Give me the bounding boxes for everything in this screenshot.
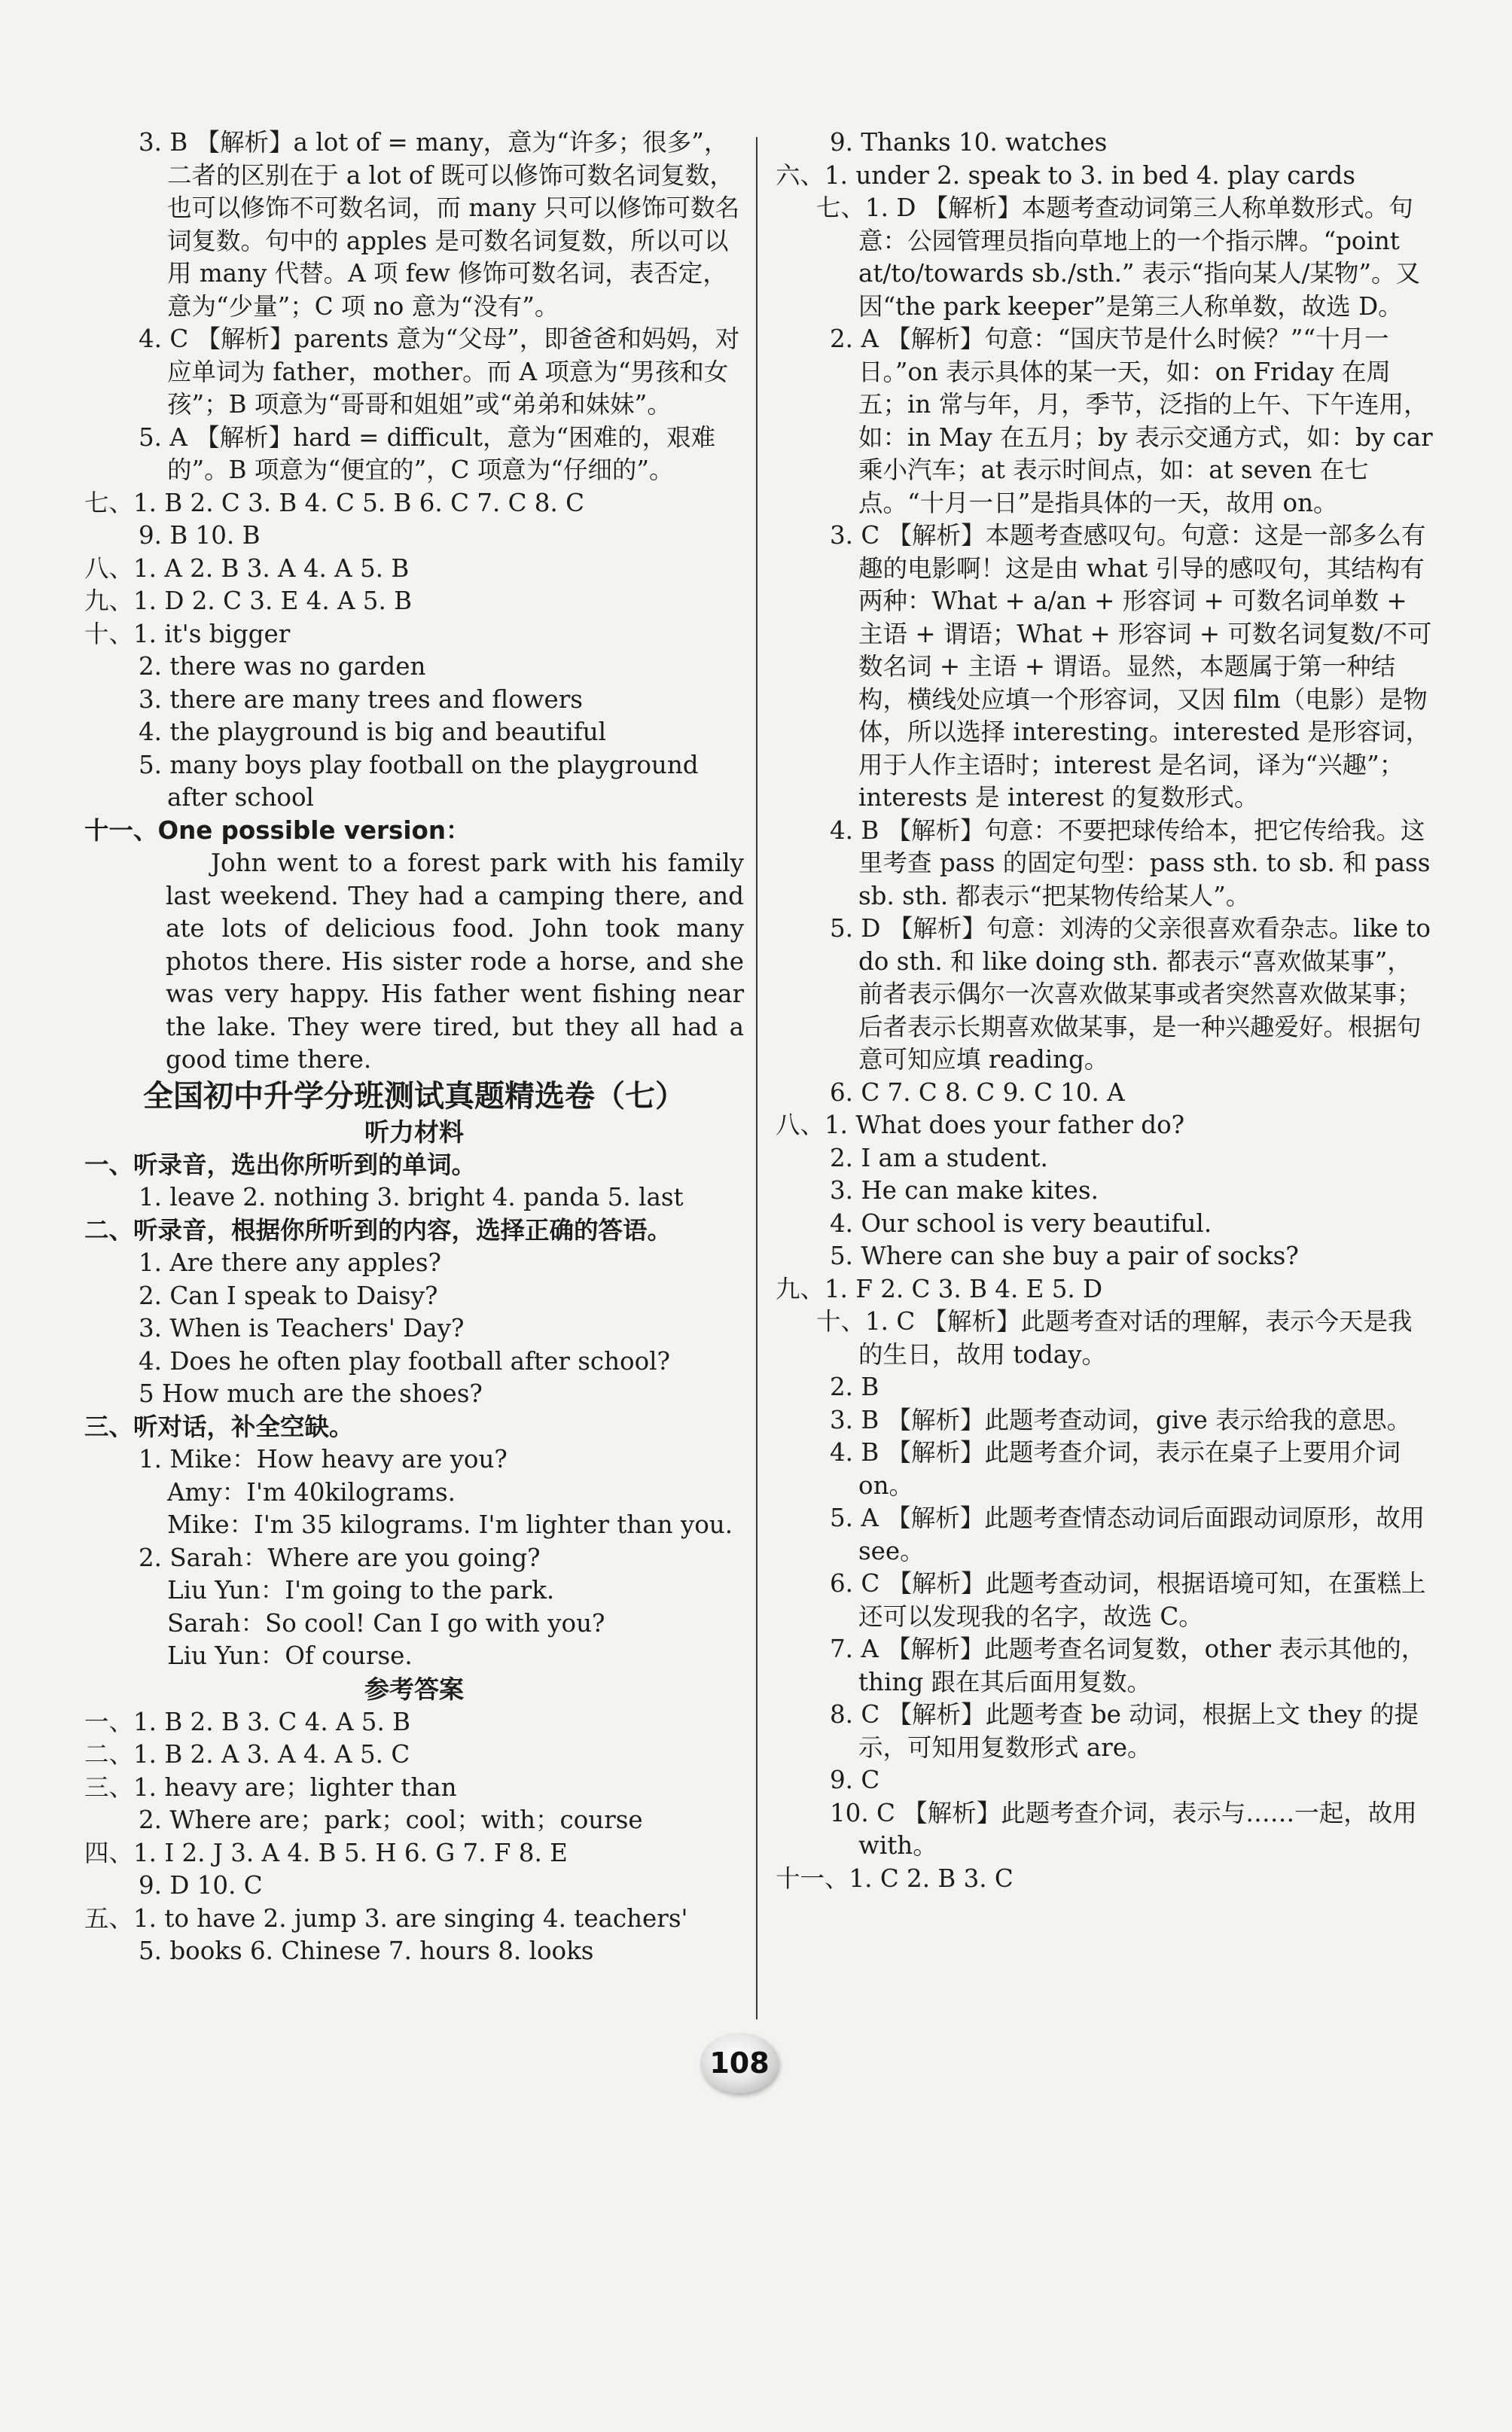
right-column-line: 9. Thanks 10. watches <box>830 128 1108 157</box>
left-column-line: Mike：I'm 35 kilograms. I'm lighter than you. <box>167 1510 733 1539</box>
left-column-line: 三、1. heavy are；lighter than <box>84 1772 457 1802</box>
right-column-line: 六、1. under 2. speak to 3. in bed 4. play cards <box>776 160 1355 190</box>
right-column-line: 4. Our school is very beautiful. <box>830 1208 1212 1238</box>
left-column-line: 1. Mike：How heavy are you? <box>139 1445 508 1474</box>
right-column-line: 3. He can make kites. <box>830 1176 1099 1205</box>
left-column-line: 听力材料 <box>364 1117 464 1147</box>
right-column <box>776 126 1435 1895</box>
left-column-line: 1. leave 2. nothing 3. bright 4. panda 5. last <box>139 1183 684 1211</box>
right-column-line: 3. B 【解析】此题考查动词，give 表示给我的意思。 <box>830 1405 1412 1434</box>
right-column-line: 5. A 【解析】此题考查情态动词后面跟动词原形，故用 see。 <box>830 1504 1425 1565</box>
left-column-line: 4. Does he often play football after school? <box>139 1346 670 1376</box>
left-column-line: 参考答案 <box>364 1674 464 1704</box>
left-column-line: 5. many boys play football on the playground after school <box>139 750 699 812</box>
left-column-line: 2. there was no garden <box>139 652 426 681</box>
left-column-line: 9. D 10. C <box>139 1871 263 1900</box>
left-column-line: 3. When is Teachers' Day? <box>139 1314 465 1342</box>
left-column-line: Sarah：So cool! Can I go with you? <box>167 1608 605 1638</box>
left-column-line: 3. B 【解析】a lot of = many，意为“许多；很多”，二者的区别在于 a lot of 既可以修饰可数名词复数，也可以修饰不可数名词，而 many 只可以修饰可数名词复数。句中的 apples 是可数名词复数，所以可以用 many 代替。A 项 few 修饰可数名词，表否定，意为“少量”；C 项 no 意为“没有”。 <box>139 128 740 321</box>
left-column-line: 十一、One possible version： <box>84 815 471 845</box>
left-column-line: Liu Yun：Of course. <box>167 1641 413 1670</box>
right-column-line: 4. B 【解析】此题考查介词，表示在桌子上要用介词 on。 <box>830 1438 1401 1500</box>
left-column-line: 五、1. to have 2. jump 3. are singing 4. teachers' <box>84 1903 688 1933</box>
right-column-line: 九、1. F 2. C 3. B 4. E 5. D <box>776 1274 1103 1303</box>
left-column-line: 5. books 6. Chinese 7. hours 8. looks <box>139 1937 594 1965</box>
right-column-line: 2. A 【解析】句意：“国庆节是什么时候？”“十月一日。”on 表示具体的某一天，如：on Friday 在周五；in 常与年，月，季节，泛指的上午、下午连用，如：in May 在五月；by 表示交通方式，如：by car 乘小汽车；at 表示时间点，如：at seven 在七点。“十月一日”是指具体的一天，故用 on。 <box>830 325 1433 517</box>
left-column-line: Liu Yun：I'm going to the park. <box>167 1576 555 1605</box>
left-column-line: 十、1. it's bigger <box>84 619 291 648</box>
right-column-line: 2. B <box>830 1373 879 1401</box>
left-column-line: 二、听录音，根据你所听到的内容，选择正确的答语。 <box>84 1215 672 1245</box>
page-number: 108 <box>709 2046 770 2080</box>
left-column-line: 七、1. B 2. C 3. B 4. C 5. B 6. C 7. C 8. C <box>84 488 585 517</box>
left-column-line: 9. B 10. B <box>139 521 261 550</box>
left-column-line: 九、1. D 2. C 3. E 4. A 5. B <box>84 587 413 615</box>
left-column-line: 八、1. A 2. B 3. A 4. A 5. B <box>84 553 410 583</box>
left-column-line: 一、听录音，选出你所听到的单词。 <box>84 1150 477 1179</box>
right-column-line: 十、1. C 【解析】此题考查对话的理解，表示今天是我的生日，故用 today。 <box>816 1307 1413 1369</box>
right-column-line: 6. C 【解析】此题考查动词，根据语境可知，在蛋糕上还可以发现我的名字，故选 C。 <box>830 1569 1426 1631</box>
left-column-line: 1. Are there any apples? <box>139 1248 441 1277</box>
right-column-line: 十一、1. C 2. B 3. C <box>776 1864 1014 1893</box>
left-column-line: 2. Sarah：Where are you going? <box>139 1543 541 1572</box>
right-column-line: 5. Where can she buy a pair of socks? <box>830 1242 1299 1270</box>
right-column-line: 4. B 【解析】句意：不要把球传给本，把它传给我。这里考查 pass 的固定句型：pass sth. to sb. 和 pass sb. sth. 都表示“把某物传给某人”。 <box>830 815 1431 910</box>
left-column-line: 全国初中升学分班测试真题精选卷（七） <box>143 1078 685 1114</box>
right-column-line: 9. C <box>830 1766 880 1794</box>
left-column-line: 4. the playground is big and beautiful <box>139 718 607 746</box>
left-column-line: 一、1. B 2. B 3. C 4. A 5. B <box>84 1707 411 1736</box>
right-column-line: 八、1. What does your father do? <box>776 1111 1185 1139</box>
left-column-line: 四、1. I 2. J 3. A 4. B 5. H 6. G 7. F 8. E <box>84 1838 568 1867</box>
left-column-line: 二、1. B 2. A 3. A 4. A 5. C <box>84 1740 410 1769</box>
right-column-line: 七、1. D 【解析】本题考查动词第三人称单数形式。句意：公园管理员指向草地上的一个指示牌。“point at/to/towards sb./sth.” 表示“指向某人/某物”。又因“the park keeper”是第三人称单数，故选 D。 <box>816 194 1421 321</box>
column-divider <box>756 137 758 2019</box>
left-column-line: 2. Where are；park；cool；with；course <box>139 1806 643 1834</box>
left-column-line: 三、听对话，补全空缺。 <box>84 1412 354 1441</box>
right-column-line: 2. I am a student. <box>830 1143 1048 1172</box>
left-column-line: 4. C 【解析】parents 意为“父母”，即爸爸和妈妈，对应单词为 father，mother。而 A 项意为“男孩和女孩”；B 项意为“哥哥和姐姐”或“弟弟和妹妹”。 <box>139 325 740 419</box>
left-column-line: 5. A 【解析】hard = difficult，意为“困难的，艰难的”。B 项意为“便宜的”，C 项意为“仔细的”。 <box>139 422 716 484</box>
left-column-line: Amy：I'm 40kilograms. <box>167 1477 456 1507</box>
right-column-line: 5. D 【解析】句意：刘涛的父亲很喜欢看杂志。like to do sth. 和 like doing sth. 都表示“喜欢做某事”，前者表示偶尔一次喜欢做某事或者突然喜欢做某事；后者表示长期喜欢做某事，是一种兴趣爱好。根据句意可知应填 reading。 <box>830 914 1431 1074</box>
page-number-badge <box>700 2033 779 2093</box>
left-column-line: 3. there are many trees and flowers <box>139 684 583 714</box>
right-column-line: 7. A 【解析】此题考查名词复数，other 表示其他的，thing 跟在其后面用复数。 <box>830 1635 1426 1696</box>
right-column-line: 6. C 7. C 8. C 9. C 10. A <box>830 1077 1125 1107</box>
right-column-line: 10. C 【解析】此题考查介词，表示与……一起，故用 with。 <box>830 1798 1417 1860</box>
left-column-line: John went to a forest park with his family last weekend. They had a camping there, and ate lots of delicious food. John took many photos there. His sister rode a horse, and she was very happy. His father went fishing near the lake. They were tired, but they all had a good time there. <box>166 849 744 1074</box>
left-column-line: 5 How much are the shoes? <box>139 1379 483 1408</box>
left-column <box>84 126 744 1968</box>
right-column-line: 8. C 【解析】此题考查 be 动词，根据上文 they 的提示，可知用复数形式 are。 <box>830 1700 1419 1762</box>
right-column-line: 3. C 【解析】本题考查感叹句。句意：这是一部多么有趣的电影啊！这是由 what 引导的感叹句，其结构有两种：What + a/an + 形容词 + 可数名词单数 + 主语 + 谓语；What + 形容词 + 可数名词复数/不可数名词 + 主语 + 谓语。显然，本题属于第一种结构，横线处应填一个形容词，又因 film（电影）是物体，所以选择 interesting。interested 是形容词，用于人作主语时；interest 是名词，译为“兴趣”；interests 是 interest 的复数形式。 <box>830 521 1432 812</box>
left-column-line: 2. Can I speak to Daisy? <box>139 1281 438 1310</box>
